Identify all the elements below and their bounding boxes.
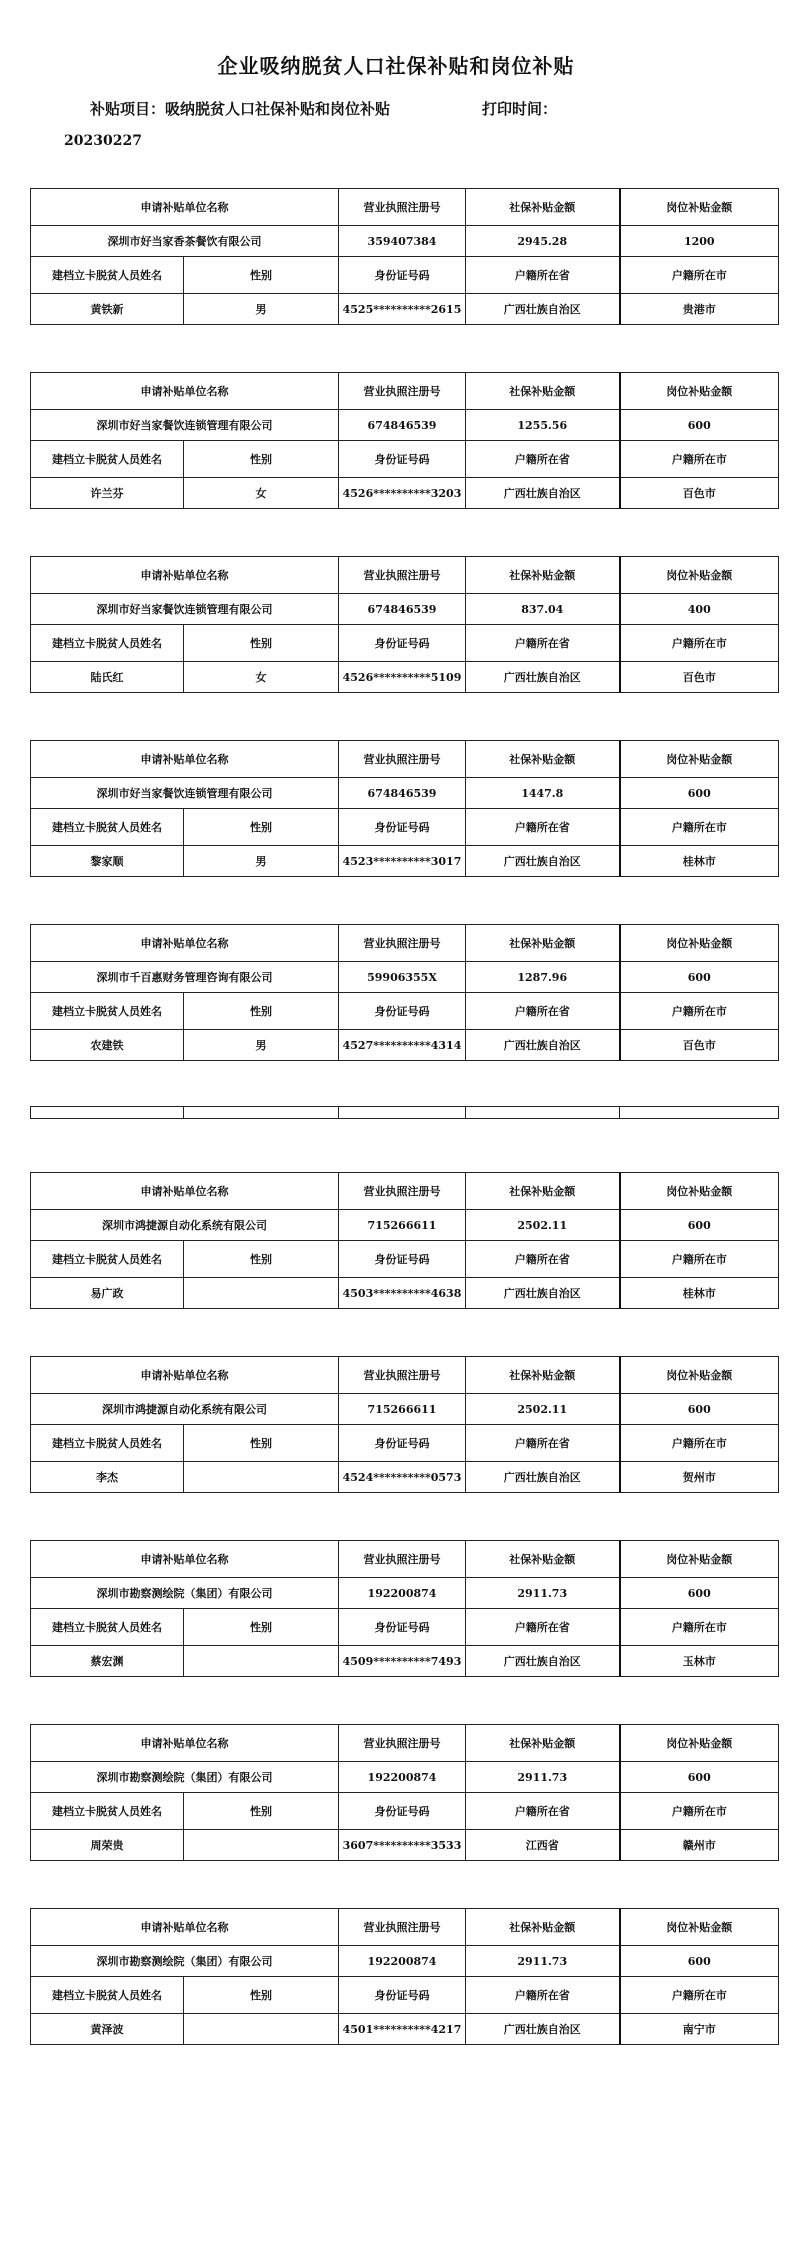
province: 广西壮族自治区	[466, 478, 620, 509]
header-license: 营业执照注册号	[339, 1725, 466, 1762]
header-post-subsidy: 岗位补贴金额	[620, 1541, 779, 1578]
social-subsidy-amount: 2911.73	[466, 1946, 620, 1977]
header-city: 户籍所在市	[620, 625, 779, 662]
city: 百色市	[620, 1030, 779, 1061]
company-name: 深圳市勘察测绘院（集团）有限公司	[31, 1762, 339, 1793]
header-license: 营业执照注册号	[339, 373, 466, 410]
header-gender: 性别	[184, 1241, 339, 1278]
header-license: 营业执照注册号	[339, 1173, 466, 1210]
header-city: 户籍所在市	[620, 993, 779, 1030]
gender: 男	[184, 1030, 339, 1061]
person-name: 许兰芬	[31, 478, 184, 509]
header-post-subsidy: 岗位补贴金额	[620, 1173, 779, 1210]
header-post-subsidy: 岗位补贴金额	[620, 925, 779, 962]
record-table	[30, 740, 779, 877]
post-subsidy-amount: 600	[620, 1946, 779, 1977]
city: 桂林市	[620, 846, 779, 877]
header-province: 户籍所在省	[466, 993, 620, 1030]
header-province: 户籍所在省	[466, 1609, 620, 1646]
post-subsidy-amount: 600	[620, 1578, 779, 1609]
header-province: 户籍所在省	[466, 1425, 620, 1462]
header-license: 营业执照注册号	[339, 925, 466, 962]
header-social-subsidy: 社保补贴金额	[466, 373, 620, 410]
social-subsidy-amount: 2502.11	[466, 1394, 620, 1425]
print-date: 20230227	[64, 133, 142, 149]
page-title: 企业吸纳脱贫人口社保补贴和岗位补贴	[217, 54, 575, 78]
header-social-subsidy: 社保补贴金额	[466, 1357, 620, 1394]
record-table	[30, 924, 779, 1061]
gender: 男	[184, 294, 339, 325]
header-id: 身份证号码	[339, 1793, 466, 1830]
header-person: 建档立卡脱贫人员姓名	[31, 1241, 184, 1278]
header-gender: 性别	[184, 1793, 339, 1830]
header-post-subsidy: 岗位补贴金额	[620, 373, 779, 410]
header-city: 户籍所在市	[620, 1793, 779, 1830]
header-gender: 性别	[184, 257, 339, 294]
id-number: 4501**********4217	[339, 2014, 466, 2045]
city: 玉林市	[620, 1646, 779, 1677]
header-person: 建档立卡脱贫人员姓名	[31, 257, 184, 294]
header-company: 申请补贴单位名称	[31, 925, 339, 962]
header-person: 建档立卡脱贫人员姓名	[31, 441, 184, 478]
post-subsidy-amount: 600	[620, 1210, 779, 1241]
header-person: 建档立卡脱贫人员姓名	[31, 1609, 184, 1646]
header-social-subsidy: 社保补贴金额	[466, 557, 620, 594]
header-id: 身份证号码	[339, 1241, 466, 1278]
header-province: 户籍所在省	[466, 809, 620, 846]
province: 广西壮族自治区	[466, 294, 620, 325]
header-social-subsidy: 社保补贴金额	[466, 1541, 620, 1578]
project-line	[90, 98, 557, 119]
header-province: 户籍所在省	[466, 625, 620, 662]
id-number: 4503**********4638	[339, 1278, 466, 1309]
license-number: 715266611	[339, 1394, 466, 1425]
social-subsidy-amount: 2945.28	[466, 226, 620, 257]
header-company: 申请补贴单位名称	[31, 373, 339, 410]
province: 广西壮族自治区	[466, 1278, 620, 1309]
header-city: 户籍所在市	[620, 809, 779, 846]
header-license: 营业执照注册号	[339, 1909, 466, 1946]
header-post-subsidy: 岗位补贴金额	[620, 1725, 779, 1762]
header-province: 户籍所在省	[466, 1977, 620, 2014]
print-time-label: 打印时间：	[482, 100, 558, 118]
gender	[184, 1830, 339, 1861]
blank-separator-table	[30, 1106, 779, 1119]
person-name: 黄泽波	[31, 2014, 184, 2045]
company-name: 深圳市勘察测绘院（集团）有限公司	[31, 1578, 339, 1609]
header-social-subsidy: 社保补贴金额	[466, 925, 620, 962]
id-number: 4523**********3017	[339, 846, 466, 877]
gender: 女	[184, 478, 339, 509]
header-person: 建档立卡脱贫人员姓名	[31, 1793, 184, 1830]
record-table	[30, 556, 779, 693]
record-table	[30, 1356, 779, 1493]
header-city: 户籍所在市	[620, 1241, 779, 1278]
city: 南宁市	[620, 2014, 779, 2045]
license-number: 59906355X	[339, 962, 466, 993]
record-table	[30, 372, 779, 509]
blank-cell	[184, 1107, 339, 1119]
social-subsidy-amount: 837.04	[466, 594, 620, 625]
header-company: 申请补贴单位名称	[31, 1173, 339, 1210]
license-number: 359407384	[339, 226, 466, 257]
province: 广西壮族自治区	[466, 1646, 620, 1677]
blank-cell	[339, 1107, 466, 1119]
company-name: 深圳市千百惠财务管理咨询有限公司	[31, 962, 339, 993]
person-name: 李杰	[31, 1462, 184, 1493]
header-id: 身份证号码	[339, 625, 466, 662]
gender: 男	[184, 846, 339, 877]
province: 广西壮族自治区	[466, 846, 620, 877]
province: 江西省	[466, 1830, 620, 1861]
header-license: 营业执照注册号	[339, 557, 466, 594]
header-gender: 性别	[184, 441, 339, 478]
record-table	[30, 1540, 779, 1677]
header-company: 申请补贴单位名称	[31, 557, 339, 594]
city: 贺州市	[620, 1462, 779, 1493]
header-gender: 性别	[184, 993, 339, 1030]
record-table	[30, 1908, 779, 2045]
social-subsidy-amount: 2911.73	[466, 1762, 620, 1793]
header-post-subsidy: 岗位补贴金额	[620, 557, 779, 594]
header-id: 身份证号码	[339, 993, 466, 1030]
company-name: 深圳市勘察测绘院（集团）有限公司	[31, 1946, 339, 1977]
city: 赣州市	[620, 1830, 779, 1861]
header-id: 身份证号码	[339, 441, 466, 478]
blank-cell	[466, 1107, 620, 1119]
header-id: 身份证号码	[339, 257, 466, 294]
license-number: 192200874	[339, 1762, 466, 1793]
header-city: 户籍所在市	[620, 1425, 779, 1462]
header-license: 营业执照注册号	[339, 1357, 466, 1394]
header-social-subsidy: 社保补贴金额	[466, 189, 620, 226]
header-person: 建档立卡脱贫人员姓名	[31, 1425, 184, 1462]
header-person: 建档立卡脱贫人员姓名	[31, 993, 184, 1030]
id-number: 4524**********0573	[339, 1462, 466, 1493]
province: 广西壮族自治区	[466, 2014, 620, 2045]
header-city: 户籍所在市	[620, 1609, 779, 1646]
license-number: 674846539	[339, 778, 466, 809]
post-subsidy-amount: 600	[620, 410, 779, 441]
post-subsidy-amount: 1200	[620, 226, 779, 257]
post-subsidy-amount: 600	[620, 778, 779, 809]
company-name: 深圳市好当家餐饮连锁管理有限公司	[31, 410, 339, 441]
header-post-subsidy: 岗位补贴金额	[620, 1357, 779, 1394]
id-number: 4525**********2615	[339, 294, 466, 325]
person-name: 陆氏红	[31, 662, 184, 693]
person-name: 蔡宏渊	[31, 1646, 184, 1677]
gender	[184, 1462, 339, 1493]
header-id: 身份证号码	[339, 1425, 466, 1462]
license-number: 192200874	[339, 1578, 466, 1609]
header-id: 身份证号码	[339, 1609, 466, 1646]
header-province: 户籍所在省	[466, 441, 620, 478]
header-province: 户籍所在省	[466, 257, 620, 294]
header-id: 身份证号码	[339, 809, 466, 846]
post-subsidy-amount: 600	[620, 1762, 779, 1793]
header-license: 营业执照注册号	[339, 189, 466, 226]
province: 广西壮族自治区	[466, 1462, 620, 1493]
header-person: 建档立卡脱贫人员姓名	[31, 809, 184, 846]
blank-cell	[31, 1107, 184, 1119]
id-number: 4526**********5109	[339, 662, 466, 693]
header-social-subsidy: 社保补贴金额	[466, 1725, 620, 1762]
company-name: 深圳市鸿捷源自动化系统有限公司	[31, 1210, 339, 1241]
license-number: 674846539	[339, 594, 466, 625]
id-number: 4526**********3203	[339, 478, 466, 509]
header-company: 申请补贴单位名称	[31, 1357, 339, 1394]
header-gender: 性别	[184, 809, 339, 846]
license-number: 192200874	[339, 1946, 466, 1977]
gender	[184, 2014, 339, 2045]
header-city: 户籍所在市	[620, 257, 779, 294]
header-company: 申请补贴单位名称	[31, 1541, 339, 1578]
header-social-subsidy: 社保补贴金额	[466, 1909, 620, 1946]
social-subsidy-amount: 1255.56	[466, 410, 620, 441]
social-subsidy-amount: 1287.96	[466, 962, 620, 993]
city: 贵港市	[620, 294, 779, 325]
id-number: 4509**********7493	[339, 1646, 466, 1677]
social-subsidy-amount: 2502.11	[466, 1210, 620, 1241]
id-number: 4527**********4314	[339, 1030, 466, 1061]
header-social-subsidy: 社保补贴金额	[466, 741, 620, 778]
company-name: 深圳市好当家餐饮连锁管理有限公司	[31, 594, 339, 625]
social-subsidy-amount: 2911.73	[466, 1578, 620, 1609]
company-name: 深圳市好当家餐饮连锁管理有限公司	[31, 778, 339, 809]
header-gender: 性别	[184, 1609, 339, 1646]
header-company: 申请补贴单位名称	[31, 189, 339, 226]
city: 百色市	[620, 662, 779, 693]
record-table	[30, 188, 779, 325]
city: 百色市	[620, 478, 779, 509]
header-id: 身份证号码	[339, 1977, 466, 2014]
header-social-subsidy: 社保补贴金额	[466, 1173, 620, 1210]
record-table	[30, 1724, 779, 1861]
province: 广西壮族自治区	[466, 662, 620, 693]
gender	[184, 1278, 339, 1309]
header-company: 申请补贴单位名称	[31, 1909, 339, 1946]
id-number: 3607**********3533	[339, 1830, 466, 1861]
person-name: 周荣贵	[31, 1830, 184, 1861]
post-subsidy-amount: 600	[620, 962, 779, 993]
header-company: 申请补贴单位名称	[31, 1725, 339, 1762]
header-post-subsidy: 岗位补贴金额	[620, 189, 779, 226]
header-person: 建档立卡脱贫人员姓名	[31, 625, 184, 662]
province: 广西壮族自治区	[466, 1030, 620, 1061]
company-name: 深圳市鸿捷源自动化系统有限公司	[31, 1394, 339, 1425]
header-license: 营业执照注册号	[339, 1541, 466, 1578]
record-table	[30, 1172, 779, 1309]
header-city: 户籍所在市	[620, 1977, 779, 2014]
post-subsidy-amount: 400	[620, 594, 779, 625]
person-name: 黄铁新	[31, 294, 184, 325]
header-city: 户籍所在市	[620, 441, 779, 478]
license-number: 674846539	[339, 410, 466, 441]
company-name: 深圳市好当家香茶餐饮有限公司	[31, 226, 339, 257]
project-label: 补贴项目：吸纳脱贫人口社保补贴和岗位补贴	[90, 100, 391, 118]
header-gender: 性别	[184, 1977, 339, 2014]
header-gender: 性别	[184, 625, 339, 662]
header-person: 建档立卡脱贫人员姓名	[31, 1977, 184, 2014]
gender: 女	[184, 662, 339, 693]
gender	[184, 1646, 339, 1677]
blank-cell	[620, 1107, 779, 1119]
header-post-subsidy: 岗位补贴金额	[620, 1909, 779, 1946]
post-subsidy-amount: 600	[620, 1394, 779, 1425]
license-number: 715266611	[339, 1210, 466, 1241]
person-name: 黎家顺	[31, 846, 184, 877]
header-license: 营业执照注册号	[339, 741, 466, 778]
person-name: 易广政	[31, 1278, 184, 1309]
header-company: 申请补贴单位名称	[31, 741, 339, 778]
header-gender: 性别	[184, 1425, 339, 1462]
city: 桂林市	[620, 1278, 779, 1309]
person-name: 农建铁	[31, 1030, 184, 1061]
social-subsidy-amount: 1447.8	[466, 778, 620, 809]
header-province: 户籍所在省	[466, 1793, 620, 1830]
header-province: 户籍所在省	[466, 1241, 620, 1278]
header-post-subsidy: 岗位补贴金额	[620, 741, 779, 778]
